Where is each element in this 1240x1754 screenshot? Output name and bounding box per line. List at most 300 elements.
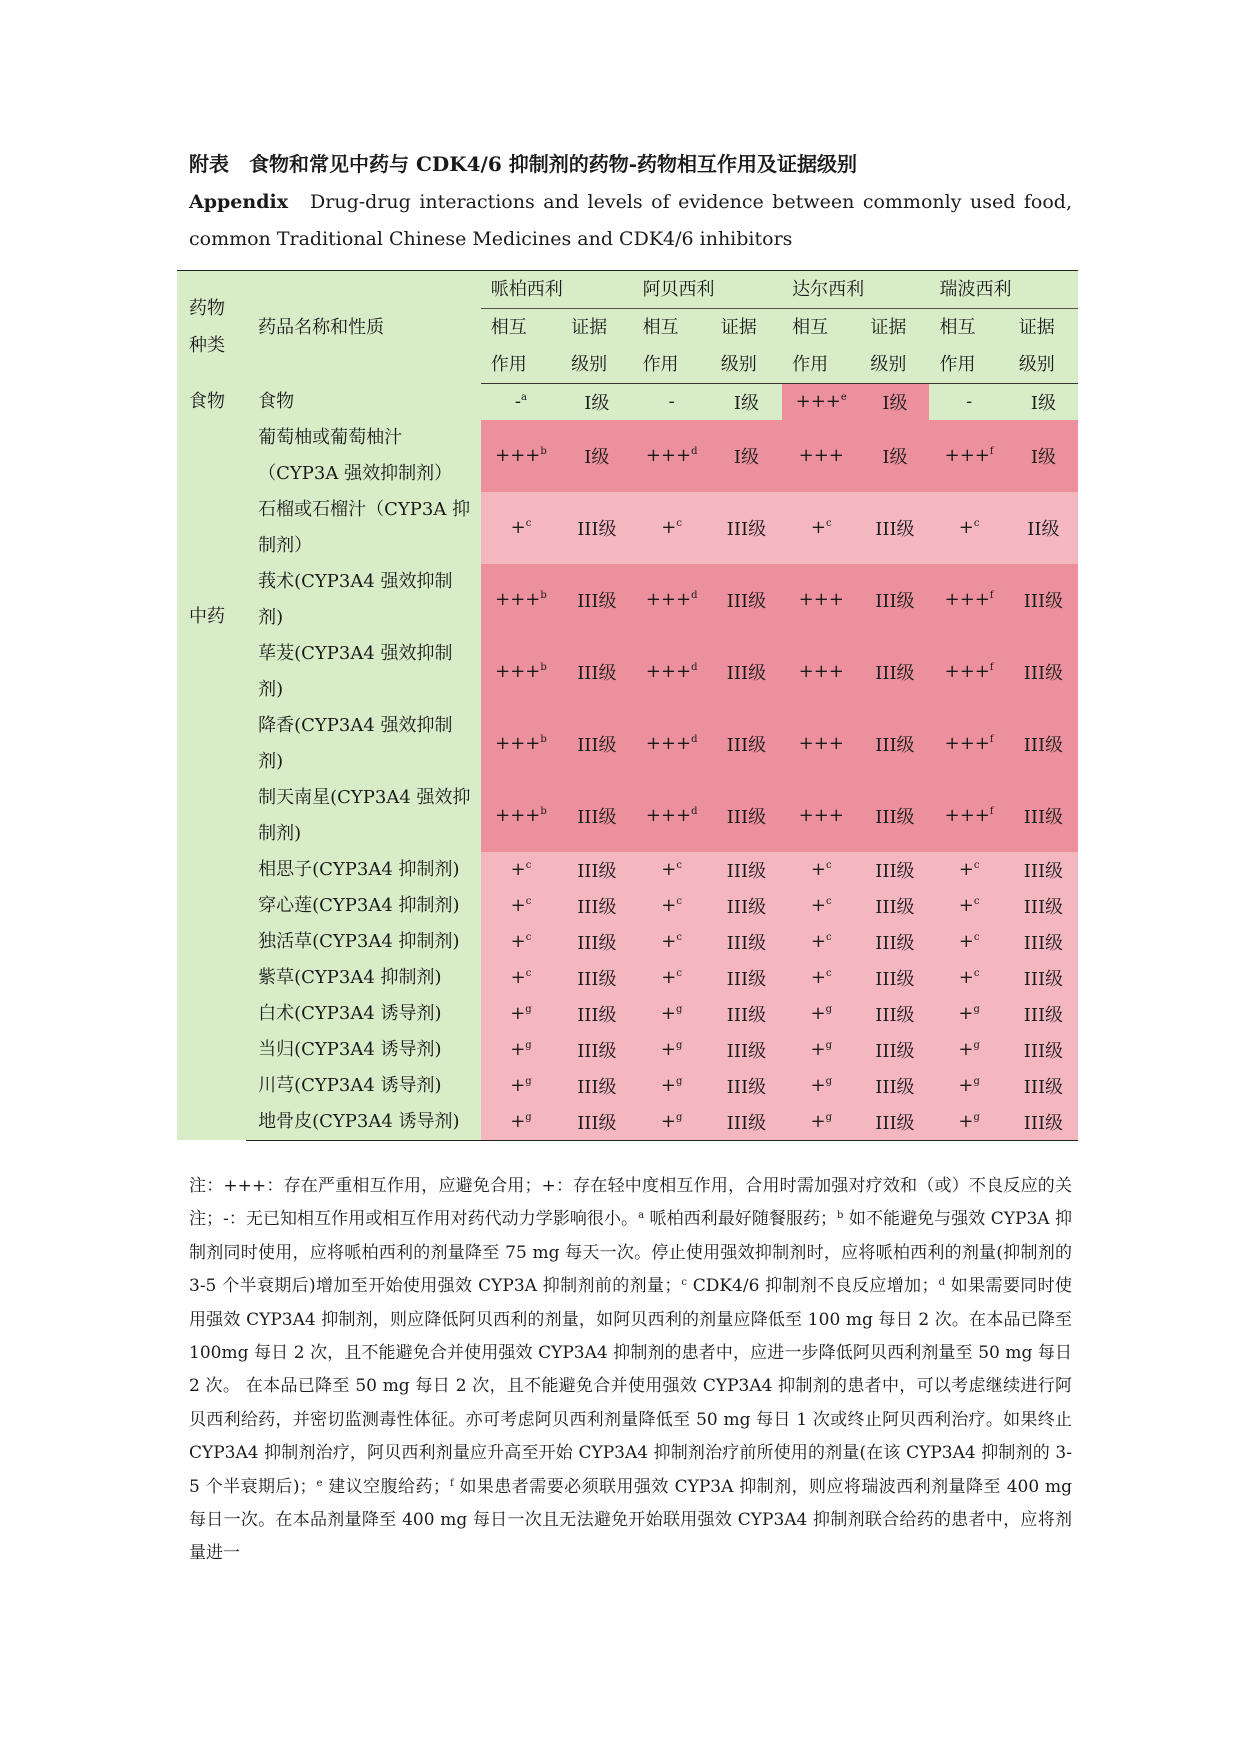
evidence-cell	[1009, 1068, 1078, 1104]
footnote-mark: c	[825, 518, 832, 529]
cell-value: III级	[1023, 806, 1064, 828]
evidence-cell	[860, 708, 929, 780]
cell-value: +	[661, 895, 677, 916]
cell-value: +	[660, 1003, 676, 1024]
cell-value: III级	[577, 518, 617, 540]
evidence-cell	[561, 1104, 632, 1141]
table-title	[189, 148, 1072, 180]
footnote-mark: c	[973, 896, 980, 907]
evidence-cell	[1009, 960, 1078, 996]
interaction-cell	[633, 996, 711, 1032]
cell-value: +	[810, 517, 826, 538]
cell-value: I级	[882, 392, 908, 414]
evidence-cell	[860, 492, 929, 564]
footnote-mark: g	[825, 1040, 832, 1051]
header-interaction-1: 相互 作用	[633, 309, 711, 384]
evidence-cell	[1009, 492, 1078, 564]
table-row	[177, 420, 1078, 492]
cell-value: I级	[584, 392, 610, 414]
table-row	[177, 852, 1078, 888]
cell-value: +	[958, 1003, 974, 1024]
evidence-cell	[711, 924, 782, 960]
footnote-mark: c	[825, 932, 832, 943]
evidence-cell	[711, 420, 782, 492]
cell-value: -	[966, 391, 973, 413]
evidence-cell	[860, 888, 929, 924]
cell-value: +++	[495, 805, 541, 826]
interaction-cell	[633, 960, 711, 996]
cell-value: +++	[495, 733, 541, 754]
interaction-cell	[481, 384, 561, 420]
footnote-mark: f	[989, 590, 994, 601]
cell-value: II级	[1027, 518, 1060, 540]
footnote-mark: c	[676, 932, 682, 943]
interaction-cell	[481, 708, 561, 780]
cell-value: +++	[645, 805, 692, 826]
evidence-cell	[561, 996, 632, 1032]
table-row	[177, 708, 1078, 780]
table-row	[177, 492, 1078, 564]
cell-value: III级	[875, 806, 915, 828]
evidence-cell	[1009, 384, 1078, 420]
cell-value: III级	[1023, 968, 1064, 990]
interaction-cell	[782, 996, 860, 1032]
cell-value: +	[510, 967, 526, 988]
interaction-cell	[633, 924, 711, 960]
cell-value: III级	[875, 896, 915, 918]
table-row	[177, 1068, 1078, 1104]
cell-value: III级	[875, 968, 915, 990]
cell-value: III级	[577, 1040, 617, 1062]
evidence-cell	[711, 888, 782, 924]
interaction-cell	[929, 960, 1008, 996]
cell-value: +++	[495, 589, 541, 610]
cell-value: +	[810, 895, 826, 916]
evidence-cell	[711, 564, 782, 636]
cell-value: +	[958, 1039, 974, 1060]
footnote-mark: g	[825, 1004, 832, 1015]
cell-value: I级	[584, 446, 610, 468]
interaction-cell	[633, 852, 711, 888]
table-row	[177, 888, 1078, 924]
interaction-cell	[782, 636, 860, 708]
header-evidence-3: 证据 级别	[1009, 309, 1078, 384]
interaction-cell	[782, 1068, 860, 1104]
cell-value: III级	[1023, 590, 1064, 612]
interaction-cell	[782, 1104, 860, 1141]
cell-value: III级	[726, 1040, 767, 1062]
cell-value: +	[958, 1075, 974, 1096]
evidence-cell	[561, 1032, 632, 1068]
cell-value: III级	[726, 896, 767, 918]
cell-value: III级	[577, 932, 617, 954]
cell-value: III级	[875, 734, 915, 756]
footnote-mark: c	[681, 1277, 687, 1289]
header-drug-0: 哌柏西利	[481, 271, 633, 309]
cell-value: +++	[944, 589, 990, 610]
footnote-mark: c	[525, 932, 532, 943]
interaction-cell	[481, 564, 561, 636]
cell-value: III级	[875, 1112, 915, 1134]
cell-value: III级	[875, 590, 915, 612]
footnote-mark: c	[525, 968, 532, 979]
cell-value: +	[661, 967, 677, 988]
footnote-mark: g	[676, 1112, 683, 1123]
cell-value: +	[661, 859, 677, 880]
footnote-mark: g	[825, 1076, 832, 1087]
evidence-cell	[860, 636, 929, 708]
interaction-cell	[929, 996, 1008, 1032]
interaction-cell	[929, 888, 1008, 924]
evidence-cell	[1009, 1104, 1078, 1141]
cell-value: +	[510, 1039, 526, 1060]
footnote-mark: g	[525, 1040, 532, 1051]
evidence-cell	[711, 1032, 782, 1068]
evidence-cell	[860, 924, 929, 960]
cell-value: III级	[726, 662, 767, 684]
cell-value: +++	[645, 733, 692, 754]
table-row	[177, 780, 1078, 852]
cell-value: +	[661, 517, 677, 538]
table-row	[177, 636, 1078, 708]
cell-value: +	[810, 1039, 826, 1060]
footnote-mark: d	[691, 590, 698, 601]
footnote-mark: b	[540, 662, 547, 673]
cell-value: III级	[875, 1076, 915, 1098]
cell-value: +	[661, 931, 677, 952]
evidence-cell	[711, 996, 782, 1032]
footnote-mark: g	[525, 1076, 532, 1087]
evidence-cell	[711, 1068, 782, 1104]
cell-value: III级	[1023, 860, 1064, 882]
evidence-cell	[1009, 852, 1078, 888]
cell-value: I级	[1030, 392, 1056, 414]
evidence-cell	[860, 996, 929, 1032]
footnote-mark: g	[973, 1040, 980, 1051]
cell-value: +++	[798, 661, 844, 682]
interaction-cell	[633, 1104, 711, 1141]
footnote-mark: c	[676, 968, 682, 979]
cell-value: III级	[1023, 932, 1064, 954]
evidence-cell	[561, 420, 632, 492]
interaction-cell	[633, 384, 711, 420]
interaction-cell	[782, 1032, 860, 1068]
interaction-cell	[782, 888, 860, 924]
cell-value: III级	[1023, 734, 1064, 756]
footnote-mark: g	[973, 1076, 980, 1087]
evidence-cell	[860, 1068, 929, 1104]
interaction-cell	[481, 852, 561, 888]
cell-value: +	[510, 1075, 526, 1096]
cell-value: +	[510, 931, 526, 952]
cell-value: +++	[495, 661, 541, 682]
evidence-cell	[711, 960, 782, 996]
cell-value: III级	[726, 1004, 767, 1026]
interaction-cell	[929, 384, 1008, 420]
interaction-cell	[481, 780, 561, 852]
cell-value: III级	[726, 932, 767, 954]
header-category: 药物 种类	[177, 271, 246, 384]
evidence-cell	[561, 492, 632, 564]
footnote-mark: d	[691, 446, 698, 457]
cell-value: +	[510, 895, 526, 916]
cell-value: +	[958, 895, 974, 916]
evidence-cell	[860, 420, 929, 492]
cell-value: III级	[577, 1112, 617, 1134]
footnote-mark: b	[540, 734, 547, 745]
cell-value: I级	[733, 446, 759, 468]
cell-value: +++	[645, 589, 692, 610]
interaction-cell	[481, 636, 561, 708]
cell-value: III级	[726, 590, 767, 612]
cell-value: III级	[875, 860, 915, 882]
document-page	[189, 148, 1073, 1564]
cell-value: III级	[1023, 1112, 1064, 1134]
drug-name-cell: 荜茇(CYP3A4 强效抑制 剂)	[246, 636, 481, 708]
footnote-mark: c	[676, 860, 682, 871]
cell-value: III级	[726, 734, 767, 756]
footnote-mark: d	[691, 662, 698, 673]
cell-value: +++	[795, 391, 841, 413]
note-text: 如果需要同时使用强效 CYP3A4 抑制剂，则应降低阿贝西利的剂量，如阿贝西利的剂量应降低至 100 mg 每日 2 次。在本品已降至 100mg 每日 2 次，且不能避免合并使用强效 CYP3A4 抑制剂的患者中，应进一步降低阿贝西利剂量至 50 mg 每日 2 次。 在本品已降至 50 mg 每日 2 次，且不能避免合并使用强效 CYP3A4 抑制剂的患者中，可以考虑继续进行阿贝西利给药，并密切监测毒性体征。亦可考虑阿贝西利剂量降低至 50 mg 每日 1 次或终止阿贝西利治疗。如果终止 CYP3A4 抑制剂治疗，阿贝西利剂量应升高至开始 CYP3A4 抑制剂治疗前所使用的剂量(在该 CYP3A4 抑制剂的 3-5 个半衰期后)；	[189, 1276, 1072, 1497]
interaction-cell	[481, 996, 561, 1032]
interaction-cell	[782, 852, 860, 888]
interaction-cell	[782, 924, 860, 960]
interaction-cell	[929, 1104, 1008, 1141]
cell-value: III级	[726, 518, 767, 540]
header-interaction-0: 相互 作用	[481, 309, 561, 384]
evidence-cell	[860, 384, 929, 420]
table-row	[177, 996, 1078, 1032]
cell-value: III级	[875, 932, 915, 954]
cell-value: III级	[726, 1076, 767, 1098]
evidence-cell	[561, 888, 632, 924]
evidence-cell	[1009, 564, 1078, 636]
interaction-cell	[782, 564, 860, 636]
cell-value: +++	[944, 805, 990, 826]
interaction-cell	[929, 636, 1008, 708]
header-drug-3: 瑞波西利	[929, 271, 1078, 309]
evidence-cell	[711, 780, 782, 852]
drug-name-cell: 葡萄柚或葡萄柚汁 （CYP3A 强效抑制剂）	[246, 420, 481, 492]
footnote-mark: c	[676, 518, 682, 529]
cell-value: III级	[1023, 896, 1064, 918]
subtitle-label: Appendix	[189, 191, 289, 213]
cell-value: +++	[645, 661, 692, 682]
category-cell: 食物	[177, 384, 246, 420]
footnote-mark: c	[676, 896, 682, 907]
footnote-mark: c	[525, 896, 532, 907]
cell-value: +	[810, 1111, 826, 1132]
cell-value: III级	[875, 662, 915, 684]
interaction-cell	[633, 636, 711, 708]
evidence-cell	[561, 780, 632, 852]
drug-name-cell: 石榴或石榴汁（CYP3A 抑 制剂）	[246, 492, 481, 564]
interaction-cell	[481, 420, 561, 492]
footnote-mark: g	[973, 1004, 980, 1015]
interaction-cell	[633, 1068, 711, 1104]
cell-value: -	[514, 391, 521, 413]
interaction-cell	[782, 960, 860, 996]
interaction-cell	[929, 1032, 1008, 1068]
cell-value: +	[958, 931, 974, 952]
interaction-cell	[929, 492, 1008, 564]
cell-value: +++	[798, 805, 844, 826]
table-notes	[189, 1170, 1072, 1571]
evidence-cell	[561, 924, 632, 960]
cell-value: +	[810, 859, 826, 880]
evidence-cell	[711, 492, 782, 564]
footnote-mark: c	[825, 860, 832, 871]
evidence-cell	[860, 564, 929, 636]
table-row	[177, 384, 1078, 420]
table-row	[177, 564, 1078, 636]
drug-name-cell: 白术(CYP3A4 诱导剂)	[246, 996, 481, 1032]
title-text: 食物和常见中药与 CDK4/6 抑制剂的药物-药物相互作用及证据级别	[249, 152, 858, 176]
evidence-cell	[1009, 924, 1078, 960]
evidence-cell	[561, 564, 632, 636]
interaction-cell	[633, 420, 711, 492]
interaction-cell	[633, 780, 711, 852]
cell-value: +++	[944, 661, 990, 682]
evidence-cell	[860, 1032, 929, 1068]
footnote-mark: b	[540, 806, 547, 817]
evidence-cell	[1009, 780, 1078, 852]
evidence-cell	[711, 636, 782, 708]
cell-value: III级	[577, 734, 617, 756]
cell-value: III级	[577, 896, 617, 918]
footnote-mark: g	[676, 1004, 683, 1015]
cell-value: +	[810, 931, 826, 952]
cell-value: III级	[577, 1004, 617, 1026]
footnote-mark: e	[840, 392, 847, 404]
cell-value: +	[510, 1111, 526, 1132]
footnote-mark: c	[525, 860, 532, 871]
header-drug-2: 达尔西利	[782, 271, 929, 309]
footnote-mark: g	[825, 1112, 832, 1123]
interaction-cell	[481, 1032, 561, 1068]
note-text: 建议空腹给药；	[322, 1476, 450, 1497]
interaction-cell	[633, 564, 711, 636]
header-name: 药品名称和性质	[246, 271, 481, 384]
footnote-mark: d	[938, 1277, 945, 1289]
evidence-cell	[860, 780, 929, 852]
drug-name-cell: 相思子(CYP3A4 抑制剂)	[246, 852, 481, 888]
note-text: 注：+++：存在严重相互作用，应避免合用；+：存在轻中度相互作用，合用时需加强对疗效和（或）不良反应的关注；-：无已知相互作用或相互作用对药代动力学影响很小。	[189, 1176, 1072, 1230]
footnote-mark: c	[973, 968, 980, 979]
interaction-cell	[782, 420, 860, 492]
footnote-mark: f	[989, 734, 994, 745]
evidence-cell	[561, 1068, 632, 1104]
footnote-mark: a	[521, 392, 527, 404]
cell-value: III级	[1023, 662, 1064, 684]
cell-value: I级	[882, 446, 908, 468]
cell-value: III级	[577, 968, 617, 990]
interaction-cell	[782, 384, 860, 420]
subtitle-text: Drug-drug interactions and levels of evidence between commonly used food, common Traditional Chinese Medicines and CDK4/6 inhibitors	[189, 191, 1072, 250]
footnote-mark: c	[825, 896, 832, 907]
interaction-cell	[929, 708, 1008, 780]
footnote-mark: g	[973, 1112, 980, 1123]
evidence-cell	[1009, 1032, 1078, 1068]
table-row	[177, 1104, 1078, 1141]
evidence-cell	[711, 1104, 782, 1141]
interaction-cell	[929, 420, 1008, 492]
cell-value: III级	[726, 806, 767, 828]
cell-value: -	[668, 391, 675, 413]
cell-value: +	[660, 1075, 676, 1096]
cell-value: +	[510, 517, 526, 538]
cell-value: III级	[577, 860, 617, 882]
cell-value: III级	[875, 1040, 915, 1062]
cell-value: +	[958, 859, 974, 880]
header-evidence-0: 证据 级别	[561, 309, 632, 384]
evidence-cell	[711, 708, 782, 780]
cell-value: III级	[1023, 1004, 1064, 1026]
footnote-mark: c	[973, 932, 980, 943]
interaction-cell	[929, 780, 1008, 852]
interaction-cell	[929, 1068, 1008, 1104]
evidence-cell	[1009, 708, 1078, 780]
cell-value: +	[810, 1075, 826, 1096]
cell-value: III级	[726, 860, 767, 882]
footnote-mark: f	[989, 806, 994, 817]
cell-value: III级	[1023, 1076, 1064, 1098]
footnote-mark: e	[316, 1477, 323, 1489]
cell-value: +++	[944, 733, 990, 754]
interaction-cell	[782, 780, 860, 852]
drug-name-cell: 降香(CYP3A4 强效抑制 剂)	[246, 708, 481, 780]
interaction-cell	[929, 924, 1008, 960]
table-subtitle	[189, 184, 1072, 258]
cell-value: III级	[577, 662, 617, 684]
interaction-cell	[481, 492, 561, 564]
title-label: 附表	[189, 152, 229, 176]
cell-value: III级	[1023, 1040, 1064, 1062]
footnote-mark: c	[525, 518, 532, 529]
note-text: CDK4/6 抑制剂不良反应增加；	[686, 1276, 939, 1297]
cell-value: +++	[798, 733, 844, 754]
cell-value: +	[660, 1111, 676, 1132]
interaction-table	[177, 270, 1078, 1141]
drug-name-cell: 地骨皮(CYP3A4 诱导剂)	[246, 1104, 481, 1141]
evidence-cell	[561, 852, 632, 888]
category-cell: 中药	[177, 420, 246, 1141]
interaction-cell	[633, 492, 711, 564]
header-interaction-2: 相互 作用	[782, 309, 860, 384]
table-row	[177, 1032, 1078, 1068]
cell-value: III级	[577, 1076, 617, 1098]
footnote-mark: d	[691, 734, 698, 745]
cell-value: +	[810, 967, 826, 988]
drug-name-cell: 莪术(CYP3A4 强效抑制 剂)	[246, 564, 481, 636]
cell-value: III级	[577, 806, 617, 828]
cell-value: +	[958, 967, 974, 988]
table-row	[177, 924, 1078, 960]
interaction-cell	[929, 852, 1008, 888]
evidence-cell	[860, 852, 929, 888]
drug-name-cell: 食物	[246, 384, 481, 420]
footnote-mark: c	[973, 860, 980, 871]
interaction-cell	[633, 1032, 711, 1068]
header-evidence-1: 证据 级别	[711, 309, 782, 384]
cell-value: I级	[1030, 446, 1056, 468]
cell-value: III级	[726, 1112, 767, 1134]
evidence-cell	[711, 384, 782, 420]
drug-name-cell: 制天南星(CYP3A4 强效抑 制剂)	[246, 780, 481, 852]
interaction-cell	[481, 1068, 561, 1104]
evidence-cell	[1009, 888, 1078, 924]
